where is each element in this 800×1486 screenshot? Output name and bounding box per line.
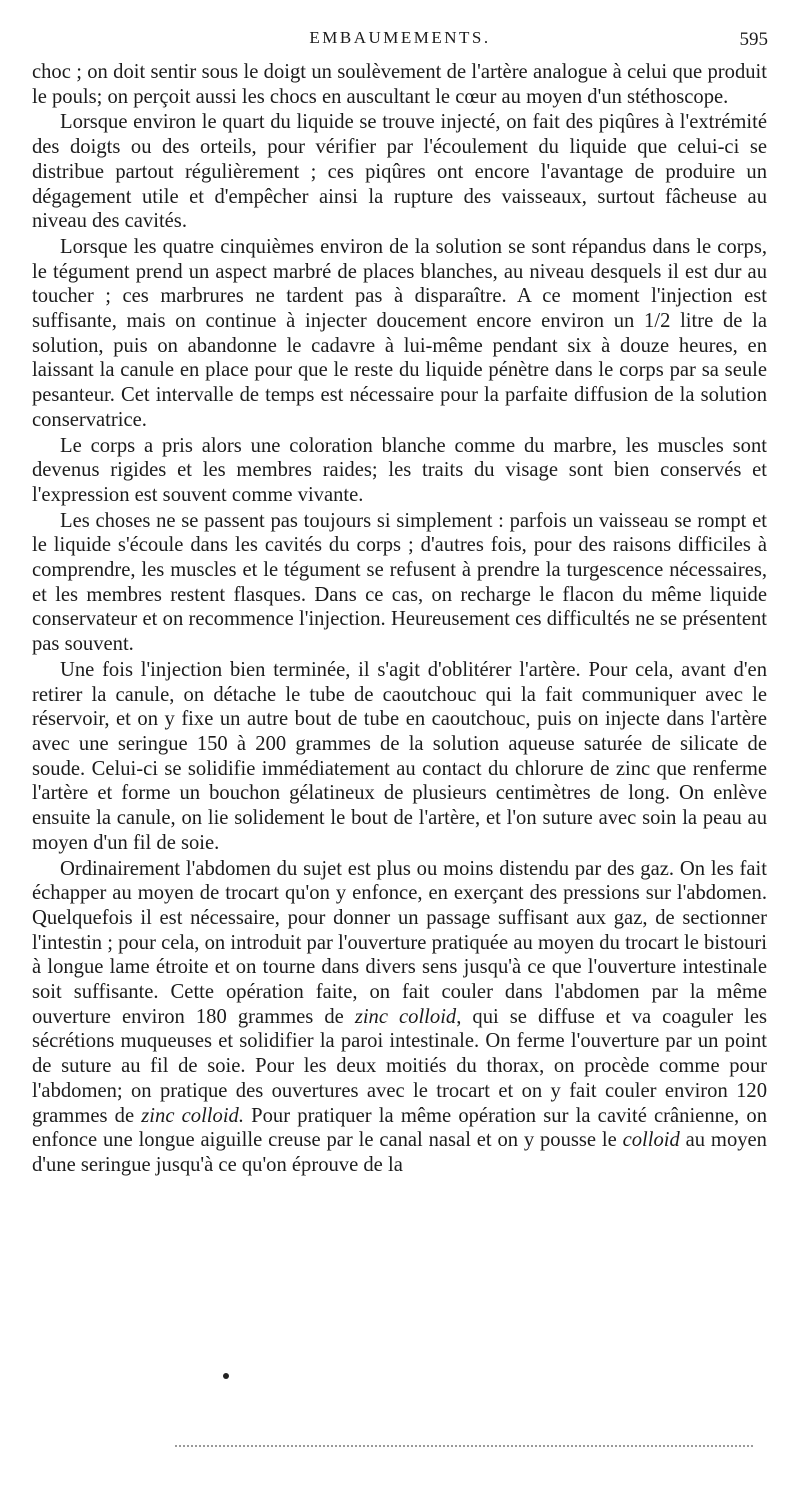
paragraph-continuation: choc ; on doit sentir sous le doigt un soulèvement de l'artère analogue à celui que produit le pouls; on perçoit aussi les chocs en auscultant le cœur au moyen d'un stéthoscope. xyxy=(32,61,767,108)
paragraph: Lorsque les quatre cinquièmes environ de la solution se sont répandus dans le corps, le tégument prend un aspect marbré de places blanches, au niveau desquels il est dur au toucher ; ces marbrures ne tardent pas à disparaître. A ce moment l'injection est suffisante, mais on continue à injecter doucement encore environ un 1/2 litre de la solution, puis on abandonne le cadavre à lui-même pendant six à douze heures, en laissant la canule en place pour que le reste du liquide pénètre dans le corps par sa seule pesanteur. Cet intervalle de temps est nécessaire pour la parfaite diffusion de la solution conservatrice. xyxy=(32,235,767,431)
paragraph: Lorsque environ le quart du liquide se trouve injecté, on fait des piqûres à l'extrémité des doigts ou des orteils, pour vérifier par l'écoulement du liquide que celui-ci se distribue partout régulièrement ; ces piqûres ont encore l'avantage de produire un dégagement utile et d'empêcher ainsi la rupture des vaisseaux, surtout fâcheuse au niveau des cavités. xyxy=(32,111,767,233)
paragraph: Une fois l'injection bien terminée, il s'agit d'oblitérer l'artère. Pour cela, avant d'en retirer la canule, on détache le tube de caoutchouc qui la fait communiquer avec le réservoir, et on y fixe un autre bout de tube en caoutchouc, puis on injecte dans l'artère avec une seringue 150 à 200 grammes de la solution aqueuse saturée de silicate de soude. Celui-ci se solidifie immédiatement au contact du chlorure de zinc que renferme l'artère et forme un bouchon gélatineux de plusieurs centimètres de long. On enlève ensuite la canule, on lie solidement le bout de l'artère, et l'on suture avec soin la peau au moyen d'un fil de soie. xyxy=(32,658,767,854)
text-run: , qui se diffuse et va coaguler les sécrétions muqueuses et solidifier la paroi intestinale. On ferme l'ouverture par un point de suture au fil de soie. Pour les deux moitiés du thorax, on procède comme pour l'abdomen; on pratique des ouvertures avec le trocart et on y fait couler environ 120 grammes de xyxy=(32,1005,767,1127)
paragraph: Les choses ne se passent pas toujours si simplement : parfois un vaisseau se rompt et le liquide s'écoule dans les cavités du corps ; d'autres fois, pour des raisons difficiles à comprendre, les muscles et le tégument se refusent à prendre la turgescence nécessaires, et les membres restent flasques. Dans ce cas, on recharge le flacon du même liquide conservateur et on recommence l'injection. Heureusement ces difficultés ne se présentent pas souvent. xyxy=(32,509,767,656)
text-run: Pour pratiquer la même opération sur la cavité crânienne, on enfonce une longue aiguille creuse par le canal nasal et on y pousse le xyxy=(32,1104,767,1152)
ink-dot xyxy=(223,1373,229,1379)
paragraph: Le corps a pris alors une coloration blanche comme du marbre, les muscles sont devenus rigides et les membres raides; les traits du visage sont bien conservés et l'expression est souvent comme vivante. xyxy=(32,434,767,506)
italic-term: zinc colloid xyxy=(354,1005,457,1028)
body-text xyxy=(32,60,767,1179)
paragraph-abdomen xyxy=(32,857,767,1178)
running-head xyxy=(32,28,768,56)
running-title: EMBAUMEMENTS. xyxy=(309,28,491,47)
text-run: Ordinairement l'abdomen du sujet est plus ou moins distendu par des gaz. On les fait échapper au moyen de trocart qu'on y enfonce, en exerçant des pressions sur l'abdomen. Quelquefois il est nécessaire, pour donner un passage suffisant aux gaz, de sectionner l'intestin ; pour cela, on introduit par l'ouverture pratiquée au moyen du trocart le bistouri à longue lame étroite et on tourne dans divers sens jusqu'à ce que l'ouverture intestinale soit suffisante. Cette opération faite, on fait couler dans l'abdomen par la même ouverture environ 180 grammes de xyxy=(32,857,767,1028)
text-run: au moyen d'une seringue jusqu'à ce qu'on éprouve de la xyxy=(32,1129,767,1176)
bleed-through-line xyxy=(175,1445,753,1447)
italic-term: colloid xyxy=(622,1129,680,1152)
italic-term: zinc colloid. xyxy=(141,1104,244,1127)
page-number: 595 xyxy=(739,29,768,50)
